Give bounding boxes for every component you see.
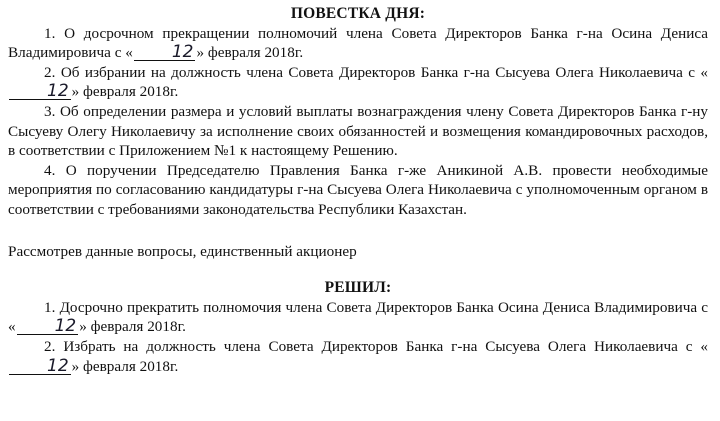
item-number: 1. xyxy=(44,24,56,42)
item-text: Об определении размера и условий выплаты вознаграждения члену Совета Директоров Банка г-ну Сысуеву Олегу Николаевичу за исполнение своих обязанностей и возмещения командировочных расходов, в соответствии с Приложением №1 к настоящему Решению. xyxy=(8,102,709,160)
agenda-item-1 xyxy=(8,24,708,63)
item-text: О досрочном прекращении полномочий члена Совета Директоров Банка г-на Осина Дениса Владимировича с « xyxy=(8,24,709,62)
agenda-item-4 xyxy=(8,161,708,220)
decision-item-1 xyxy=(8,298,708,337)
item-number: 2. xyxy=(44,337,56,355)
agenda-item-2 xyxy=(8,63,708,102)
intro-text: Рассмотрев данные вопросы, единственный акционер xyxy=(8,242,357,260)
item-number: 4. xyxy=(44,161,56,179)
item-text-end: » февраля 2018г. xyxy=(71,357,179,375)
item-text: Избрать на должность члена Совета Директоров Банка г-на Сысуева Олега Николаевича с « xyxy=(63,337,709,355)
decision-title: РЕШИЛ: xyxy=(324,279,392,297)
handwritten-day: 12 xyxy=(17,319,79,335)
item-text-end: » февраля 2018г. xyxy=(79,318,186,336)
item-text: О поручении Председателю Правления Банка г-же Аникиной А.В. провести необходимые мероприятия по согласованию кандидатуры г-на Сысуева Олега Николаевича с уполномоченным органом в соответствии с требованиями законодательства Республики Казахстан. xyxy=(8,161,709,218)
item-text-end: » февраля 2018г. xyxy=(71,83,179,101)
handwritten-day: 12 xyxy=(9,359,71,375)
item-number: 2. xyxy=(44,63,56,81)
agenda-item-3 xyxy=(8,102,708,161)
item-number: 1. xyxy=(44,298,56,316)
handwritten-day: 12 xyxy=(9,84,71,100)
item-text: Об избрании на должность члена Совета Директоров Банка г-на Сысуева Олега Николаевича с « xyxy=(60,63,709,81)
decision-item-2 xyxy=(8,337,708,376)
document-page xyxy=(8,4,708,376)
item-number: 3. xyxy=(44,102,56,120)
agenda-title: ПОВЕСТКА ДНЯ: xyxy=(290,5,426,22)
item-text-end: » февраля 2018г. xyxy=(196,44,304,62)
handwritten-day: 12 xyxy=(134,45,196,61)
item-text: Досрочно прекратить полномочия члена Совета Директоров Банка Осина Дениса Владимировича с « xyxy=(8,298,708,336)
